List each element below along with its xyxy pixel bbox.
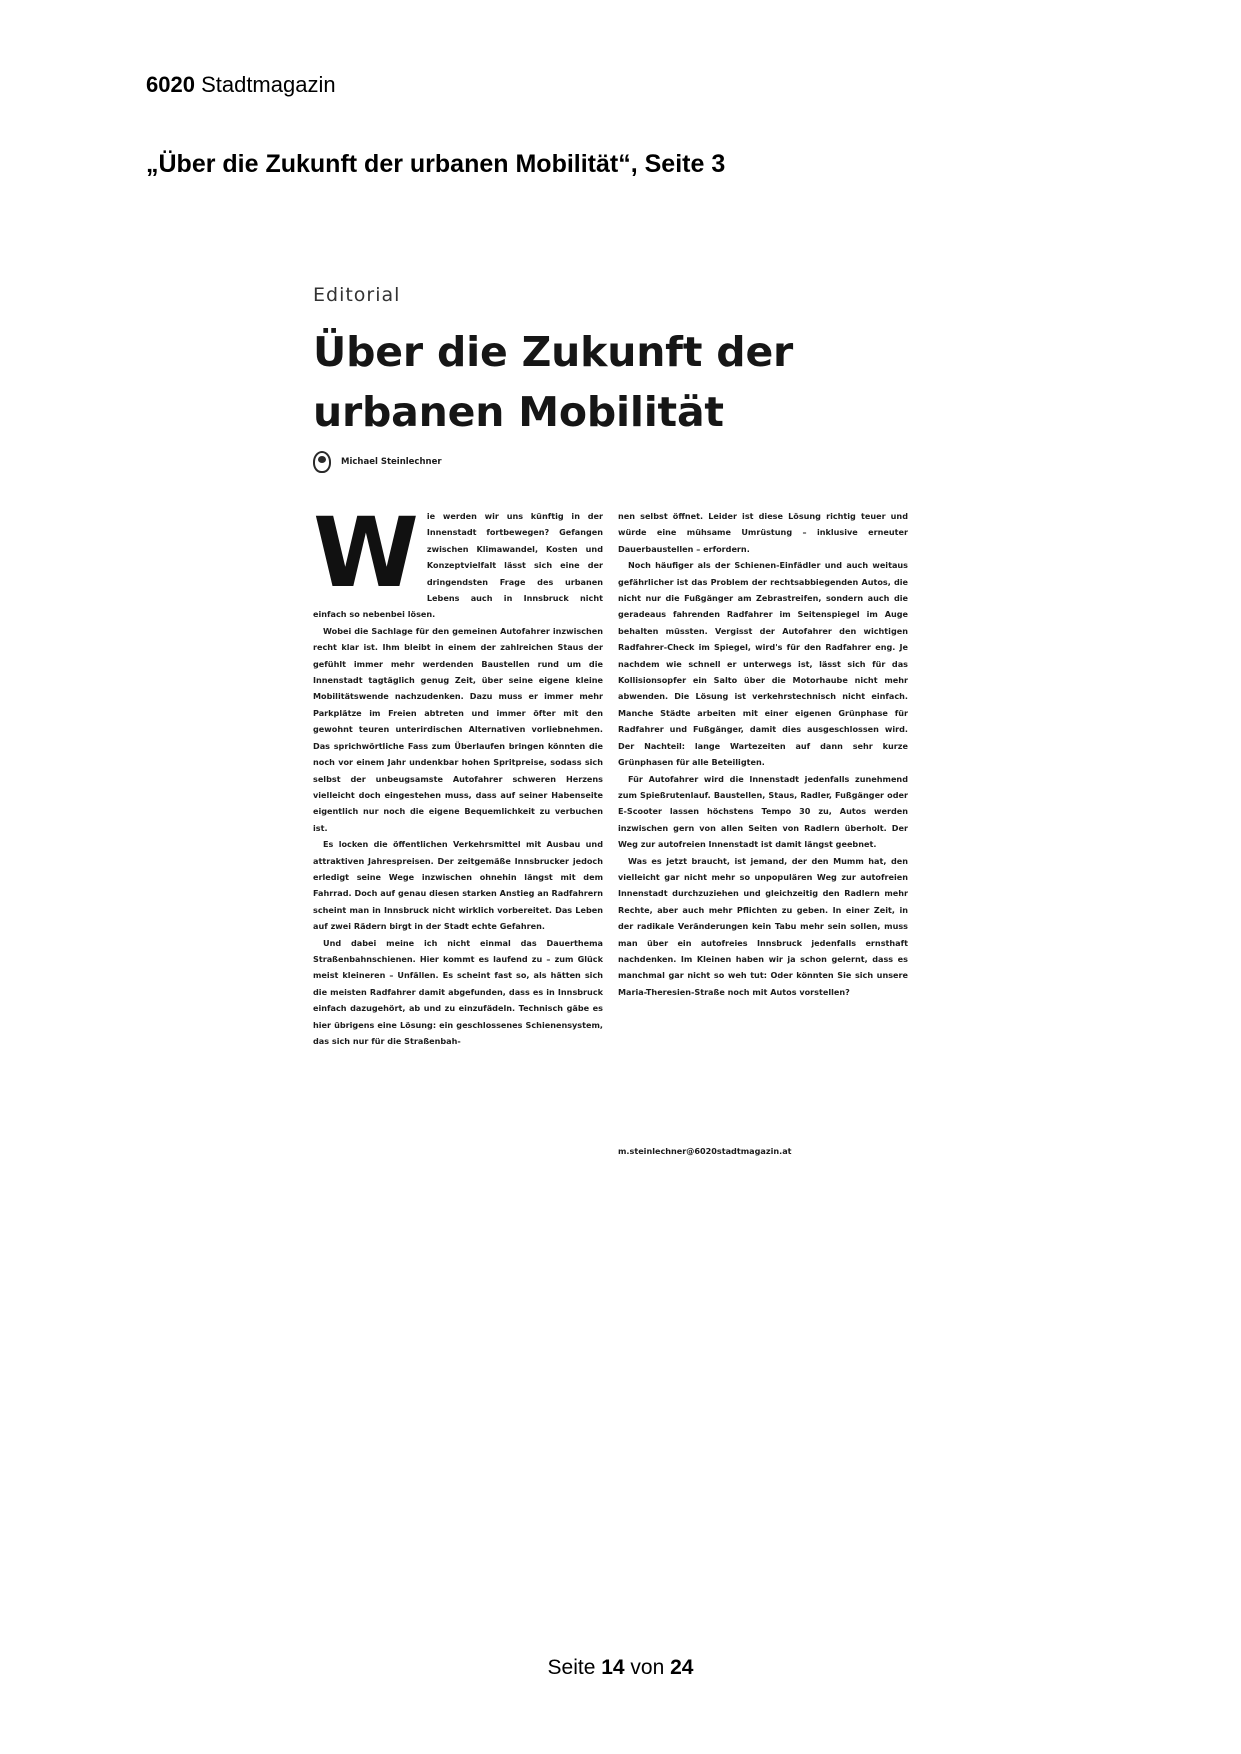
page-footer	[0, 1656, 1241, 1680]
total-pages: 24	[670, 1656, 694, 1679]
paragraph: Und dabei meine ich nicht einmal das Dauerthema Straßenbahnschienen. Hier kommt es laufend zu – zum Glück meist kleineren – Unfällen. Es scheint fast so, als hätten sich die meisten Radfahrer damit abgefunden, dass es in Innsbruck einfach dazugehört, ab und zu einzufädeln. Technisch gäbe es hier übrigens eine Lösung: ein geschlossenes Schienensystem, das sich nur für die Straßenbah-	[313, 937, 603, 1046]
paragraph: Wobei die Sachlage für den gemeinen Autofahrer inzwischen recht klar ist. Ihm bleibt in einem der zahlreichen Staus der gefühlt immer mehr werdenden Baustellen rund um die Innenstadt tagtäglich genug Zeit, über seine eigene kleine Mobilitätswende nachzudenken. Dazu muss er immer mehr Parkplätze im Freien abtreten und immer öfter mit den gewohnt teuren unterirdischen Alternativen vorliebnehmen. Das sprichwörtliche Fass zum Überlaufen bringen könnten die noch vor einem Jahr undenkbar hohen Spritpreise, sodass sich selbst der unbeugsamste Autofahrer schweren Herzens vielleicht doch eingestehen muss, dass auf seiner Habenseite eigentlich nur noch die eigene Bequemlichkeit zu verbuchen ist.	[313, 625, 603, 833]
portrait-icon	[313, 451, 331, 473]
publication-name	[146, 72, 336, 98]
headline-line-1: Über die Zukunft der	[313, 328, 794, 376]
article-body	[313, 497, 911, 1148]
left-column	[313, 497, 603, 1049]
article-clipping	[313, 282, 911, 1172]
article-headline	[313, 322, 911, 442]
headline-line-2: urbanen Mobilität	[313, 388, 724, 436]
page-separator: von	[624, 1656, 671, 1679]
paragraph: Noch häufiger als der Schienen-Einfädler und auch weitaus gefährlicher ist das Problem der rechtsabbiegenden Autos, die nicht nur die Fußgänger am Zebrastreifen, sondern auch die geradeaus fahrenden Radfahrer im Seitenspiegel im Auge behalten müssten. Vergisst der Autofahrer den wichtigen Radfahrer-Check im Spiegel, wird's für den Radfahrer eng. Je nachdem wie schnell er unterwegs ist, lässt sich für das Kollisionsopfer ein Salto über die Motorhaube nicht mehr abwenden. Die Lösung ist verkehrstechnisch nicht einfach. Manche Städte arbeiten mit einer eigenen Grünphase für Radfahrer und Fußgänger, damit dies ausgeschlossen wird. Der Nachteil: lange Wartezeiten auf dann sehr kurze Grünphasen für alle Beteiligten.	[618, 560, 908, 768]
current-page: 14	[601, 1656, 625, 1679]
paragraph	[313, 497, 603, 623]
publication-title: Stadtmagazin	[194, 72, 336, 97]
right-column	[618, 508, 908, 1000]
author-name: Michael Steinlechner	[341, 457, 442, 467]
paragraph-text: ie werden wir uns künftig in der Innenstadt fortbewegen? Gefangen zwischen Klimawandel, Kosten und Konzeptvielfalt lässt sich eine der dringendsten Frage des urbanen Lebens auch in Innsbruck nicht einfach so nebenbei lösen.	[313, 511, 603, 620]
byline	[313, 448, 442, 476]
page-label: Seite	[547, 1656, 602, 1679]
author-email: m.steinlechner@6020stadtmagazin.at	[618, 1146, 792, 1156]
document-title: „Über die Zukunft der urbanen Mobilität“, Seite 3	[146, 150, 726, 178]
paragraph: Was es jetzt braucht, ist jemand, der den Mumm hat, den vielleicht gar nicht mehr so unpopulären Weg zur autofreien Innenstadt durchzuziehen und gleichzeitig den Radlern mehr Rechte, aber auch mehr Pflichten zu geben. In einer Zeit, in der radikale Veränderungen kein Tabu mehr sein sollen, muss man über ein autofreies Innsbruck jedenfalls ernsthaft nachdenken. Im Kleinen haben wir ja schon gelernt, dass es manchmal gar nicht so weh tut: Oder könnten Sie sich unsere Maria-Theresien-Straße noch mit Autos vorstellen?	[618, 855, 908, 997]
paragraph: nen selbst öffnet. Leider ist diese Lösung richtig teuer und würde eine mühsame Umrüstung – inklusive erneuter Dauerbaustellen – erfordern.	[618, 511, 908, 554]
paragraph: Für Autofahrer wird die Innenstadt jedenfalls zunehmend zum Spießrutenlauf. Baustellen, Staus, Radler, Fußgänger oder E-Scooter lassen höchstens Tempo 30 zu, Autos werden inzwischen gern von allen Seiten von Radlern überholt. Der Weg zur autofreien Innenstadt ist damit längst geebnet.	[618, 773, 908, 850]
article-rubric: Editorial	[313, 284, 401, 306]
publication-number: 6020	[146, 72, 195, 97]
paragraph: Es locken die öffentlichen Verkehrsmittel mit Ausbau und attraktiven Jahrespreisen. Der zeitgemäße Innsbrucker jedoch erledigt seine Wege inzwischen ohnehin längst mit dem Fahrrad. Doch auf genau diesen starken Anstieg an Radfahrern scheint man in Innsbruck nicht wirklich vorbereitet. Das Leben auf zwei Rädern birgt in der Stadt echte Gefahren.	[313, 839, 603, 932]
drop-cap: W	[313, 497, 419, 609]
